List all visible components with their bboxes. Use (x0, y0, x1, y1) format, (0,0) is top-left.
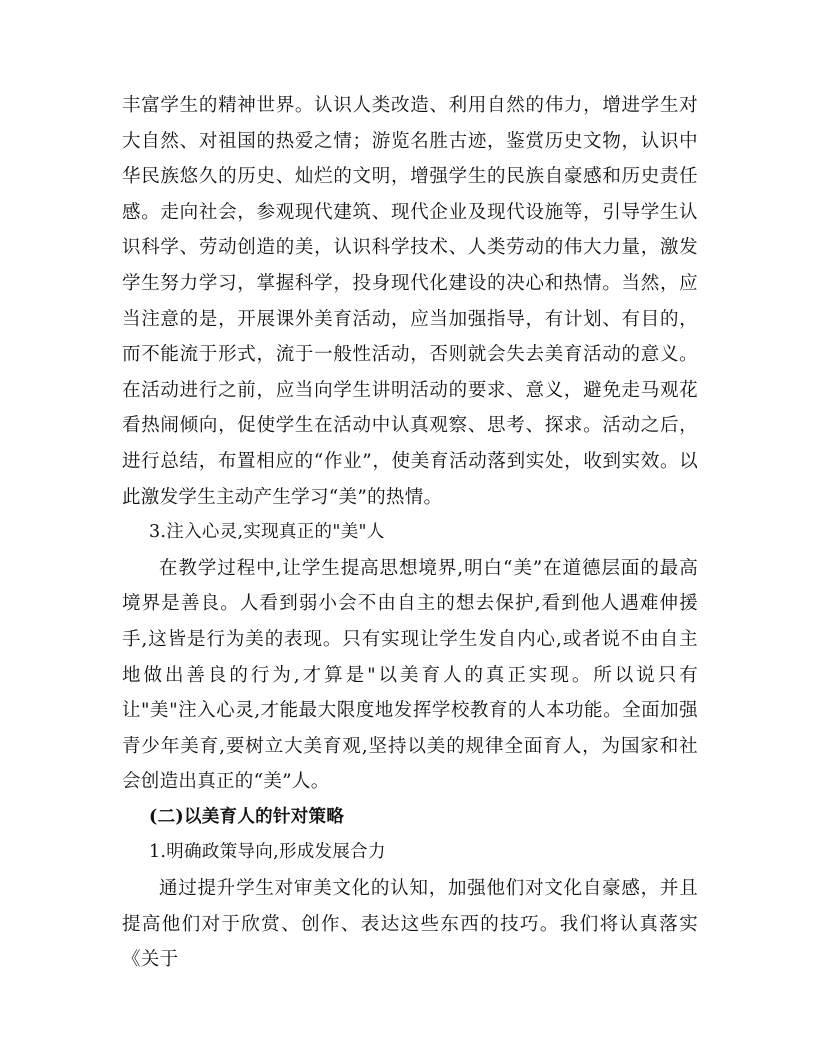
body-paragraph: 通过提升学生对审美文化的认知，加强他们对文化自豪感，并且提高他们对于欣赏、创作、表达这些东西的技巧。我们将认真落实《关于 (122, 878, 698, 971)
document-body (122, 88, 698, 978)
body-paragraph: 在教学过程中,让学生提高思想境界,明白“美”在道德层面的最高境界是善良。人看到弱小会不由自主的想去保护,看到他人遇难伸援手,这皆是行为美的表现。只有实现让学生发自内心,或者说不由自主地做出善良的行为,才算是"以美育人的真正实现。所以说只有让"美"注入心灵,才能最大限度地发挥学校教育的人本功能。全面加强青少年美育,要树立大美育观,坚持以美的规律全面育人，为国家和社会创造出真正的“美”人。 (122, 557, 698, 793)
section-heading: 3.注入心灵,实现真正的"美"人 (149, 522, 385, 543)
body-paragraph: 丰富学生的精神世界。认识人类改造、利用自然的伟力，增进学生对大自然、对祖国的热爱之情；游览名胜古迹，鉴赏历史文物，认识中华民族悠久的历史、灿烂的文明，增强学生的民族自豪感和历史责任感。走向社会，参观现代建筑、现代企业及现代设施等，引导学生认识科学、劳动创造的美，认识科学技术、人类劳动的伟大力量，激发学生努力学习，掌握科学，投身现代化建设的决心和热情。当然，应当注意的是，开展课外美育活动，应当加强指导，有计划、有目的，而不能流于形式，流于一般性活动，否则就会失去美育活动的意义。在活动进行之前，应当向学生讲明活动的要求、意义，避免走马观花看热闹倾向，促使学生在活动中认真观察、思考、探求。活动之后，进行总结，布置相应的“作业”，使美育活动落到实处，收到实效。以此激发学生主动产生学习“美”的热情。 (122, 95, 698, 508)
subsection-heading: 1.明确政策导向,形成发展合力 (149, 842, 386, 863)
section-heading: (二)以美育人的针对策略 (149, 806, 345, 827)
